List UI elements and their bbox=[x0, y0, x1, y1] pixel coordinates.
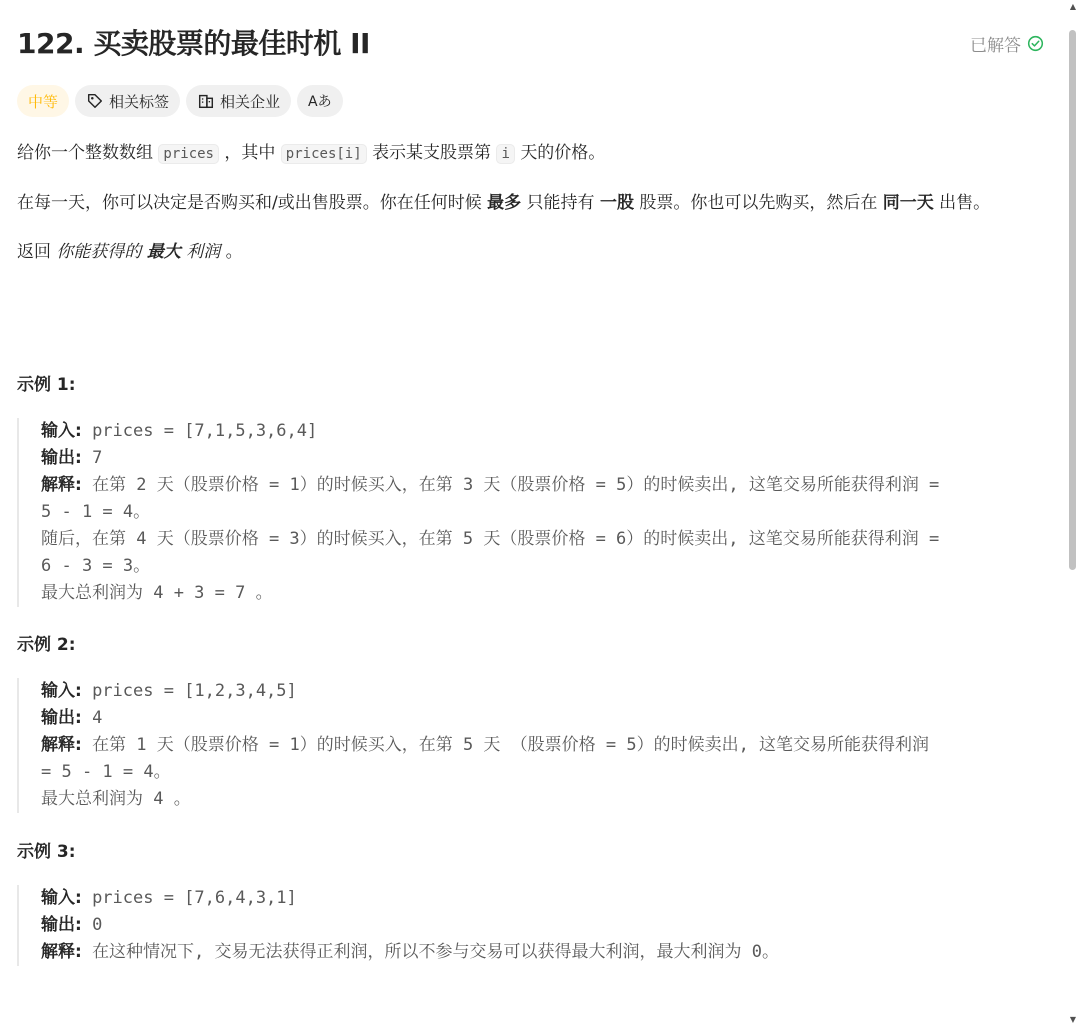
example-3-title: 示例 3: bbox=[17, 842, 76, 862]
difficulty-badge[interactable] bbox=[17, 85, 69, 117]
problem-statement bbox=[17, 140, 1042, 288]
problem-title[interactable]: 122. 买卖股票的最佳时机 II bbox=[17, 27, 370, 60]
example-1-title: 示例 1: bbox=[17, 375, 76, 395]
building-icon bbox=[197, 92, 215, 110]
tag-row bbox=[17, 85, 343, 117]
example-2-block: 输入: prices = [1,2,3,4,5] 输出: 4 解释: 在第 1 天（股票价格 = 1）的时候买入，在第 5 天 （股票价格 = 5）的时候卖出, 这笔交易所能获得利润 = 5 - 1 = 4。 最大总利润为 4 。 bbox=[17, 678, 1042, 813]
related-companies-label: 相关企业 bbox=[220, 92, 281, 111]
solved-label: 已解答 bbox=[970, 36, 1021, 56]
inline-code: prices[i] bbox=[281, 144, 367, 164]
statement-paragraph-2: 在每一天，你可以决定是否购买和/或出售股票。你在任何时候 最多 只能持有 一股 股票。你也可以先购买，然后在 同一天 出售。 bbox=[17, 193, 991, 213]
inline-code: i bbox=[496, 144, 514, 164]
scroll-down-arrow-icon[interactable]: ▼ bbox=[1069, 1015, 1076, 1024]
solved-status bbox=[970, 31, 1044, 56]
related-tags-label: 相关标签 bbox=[109, 92, 170, 111]
statement-paragraph-1: 给你一个整数数组 prices ，其中 prices[i] 表示某支股票第 i 天的价格。 bbox=[17, 143, 606, 163]
example-2-title: 示例 2: bbox=[17, 635, 76, 655]
related-tags-button[interactable] bbox=[75, 85, 180, 117]
example-3-block: 输入: prices = [7,6,4,3,1] 输出: 0 解释: 在这种情况下, 交易无法获得正利润，所以不参与交易可以获得最大利润，最大利润为 0。 bbox=[17, 885, 1042, 966]
scrollbar-thumb[interactable] bbox=[1069, 30, 1076, 570]
title-row bbox=[17, 24, 1044, 64]
difficulty-label: 中等 bbox=[28, 92, 59, 111]
example-1-block: 输入: prices = [7,1,5,3,6,4] 输出: 7 解释: 在第 2 天（股票价格 = 1）的时候买入，在第 3 天（股票价格 = 5）的时候卖出, 这笔交易所能获得利润 = 5 - 1 = 4。 随后，在第 4 天（股票价格 = 3）的时候买入，在第 5 天（股票价格 = 6）的时候卖出, 这笔交易所能获得利润 = 6 - 3 = 3。 最大总利润为 4 + 3 = 7 。 bbox=[17, 418, 1042, 607]
inline-code: prices bbox=[158, 144, 219, 164]
scroll-up-arrow-icon[interactable]: ▲ bbox=[1069, 2, 1076, 11]
translate-button[interactable] bbox=[297, 85, 343, 117]
vertical-scrollbar[interactable] bbox=[1068, 0, 1077, 1030]
translate-icon: Aあ bbox=[308, 94, 332, 110]
tag-icon bbox=[86, 92, 104, 110]
check-circle-icon bbox=[1027, 35, 1044, 52]
related-companies-button[interactable] bbox=[186, 85, 291, 117]
statement-paragraph-3: 返回 你能获得的 最大 利润 。 bbox=[17, 242, 243, 262]
